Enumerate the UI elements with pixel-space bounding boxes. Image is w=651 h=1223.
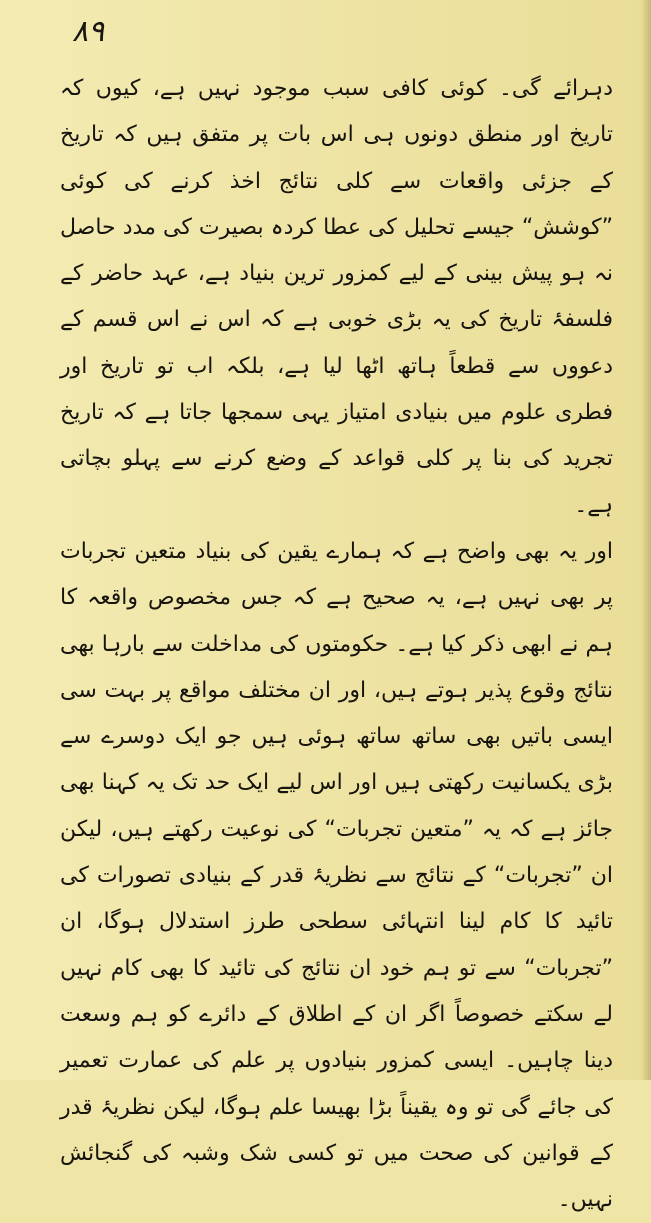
paragraph-1: دہرائے گی۔ کوئی کافی سبب موجود نہیں ہے، کیوں کہ تاریخ اور منطق دونوں ہی اس بات پر متفق ہیں کہ تاریخ کے جزئی واقعات سے کلی نتائج اخذ کرنے کی کوئی ”کوشش“ جیسے تحلیل کی عطا کردہ بصیرت کی مدد حاصل نہ ہو پیش بینی کے لیے کمزور ترین بنیاد ہے، عہد حاضر کے فلسفۂ تاریخ کی یہ بڑی خوبی ہے کہ اس نے اس قسم کے دعووں سے قطعاً ہاتھ اٹھا لیا ہے، بلکہ اب تو تاریخ اور فطری علوم میں بنیادی امتیاز یہی سمجھا جاتا ہے کہ تاریخ تجرید کی بنا پر کلی قواعد کے وضع کرنے سے پہلو بچاتی ہے۔ [60,76,613,518]
page-edge-shadow [641,0,651,1080]
page-number: ۸۹ [72,14,105,49]
body-text [60,66,613,1223]
paragraph-2: اور یہ بھی واضح ہے کہ ہمارے یقین کی بنیاد متعین تجربات پر بھی نہیں ہے، یہ صحیح ہے کہ جس مخصوص واقعہ کا ہم نے ابھی ذکر کیا ہے۔ حکومتوں کی مداخلت سے بارہا بھی نتائج وقوع پذیر ہوتے ہیں، اور ان مختلف مواقع پر بہت سی ایسی باتیں بھی ساتھ ساتھ ہوئی ہیں جو ایک دوسرے سے بڑی یکسانیت رکھتی ہیں اور اس لیے ایک حد تک یہ کہنا بھی جائز ہے کہ یہ ”متعین تجربات“ کی نوعیت رکھتے ہیں، لیکن ان ”تجربات“ کے نتائج سے نظریۂ قدر کے بنیادی تصورات کی تائید کا کام لینا انتہائی سطحی طرز استدلال ہوگا، ان ”تجربات“ سے تو ہم خود ان نتائج کی تائید کا بھی کام نہیں لے سکتے خصوصاً اگر ان کے اطلاق کے دائرے کو ہم وسعت دینا چاہیں۔ ایسی کمزور بنیادوں پر علم کی عمارت تعمیر کی جائے گی تو وہ یقیناً بڑا بھیسا علم ہوگا، لیکن نظریۂ قدر کے قوانین کی صحت میں تو کسی شک وشبہ کی گنجائش نہیں۔ [60,538,613,1213]
